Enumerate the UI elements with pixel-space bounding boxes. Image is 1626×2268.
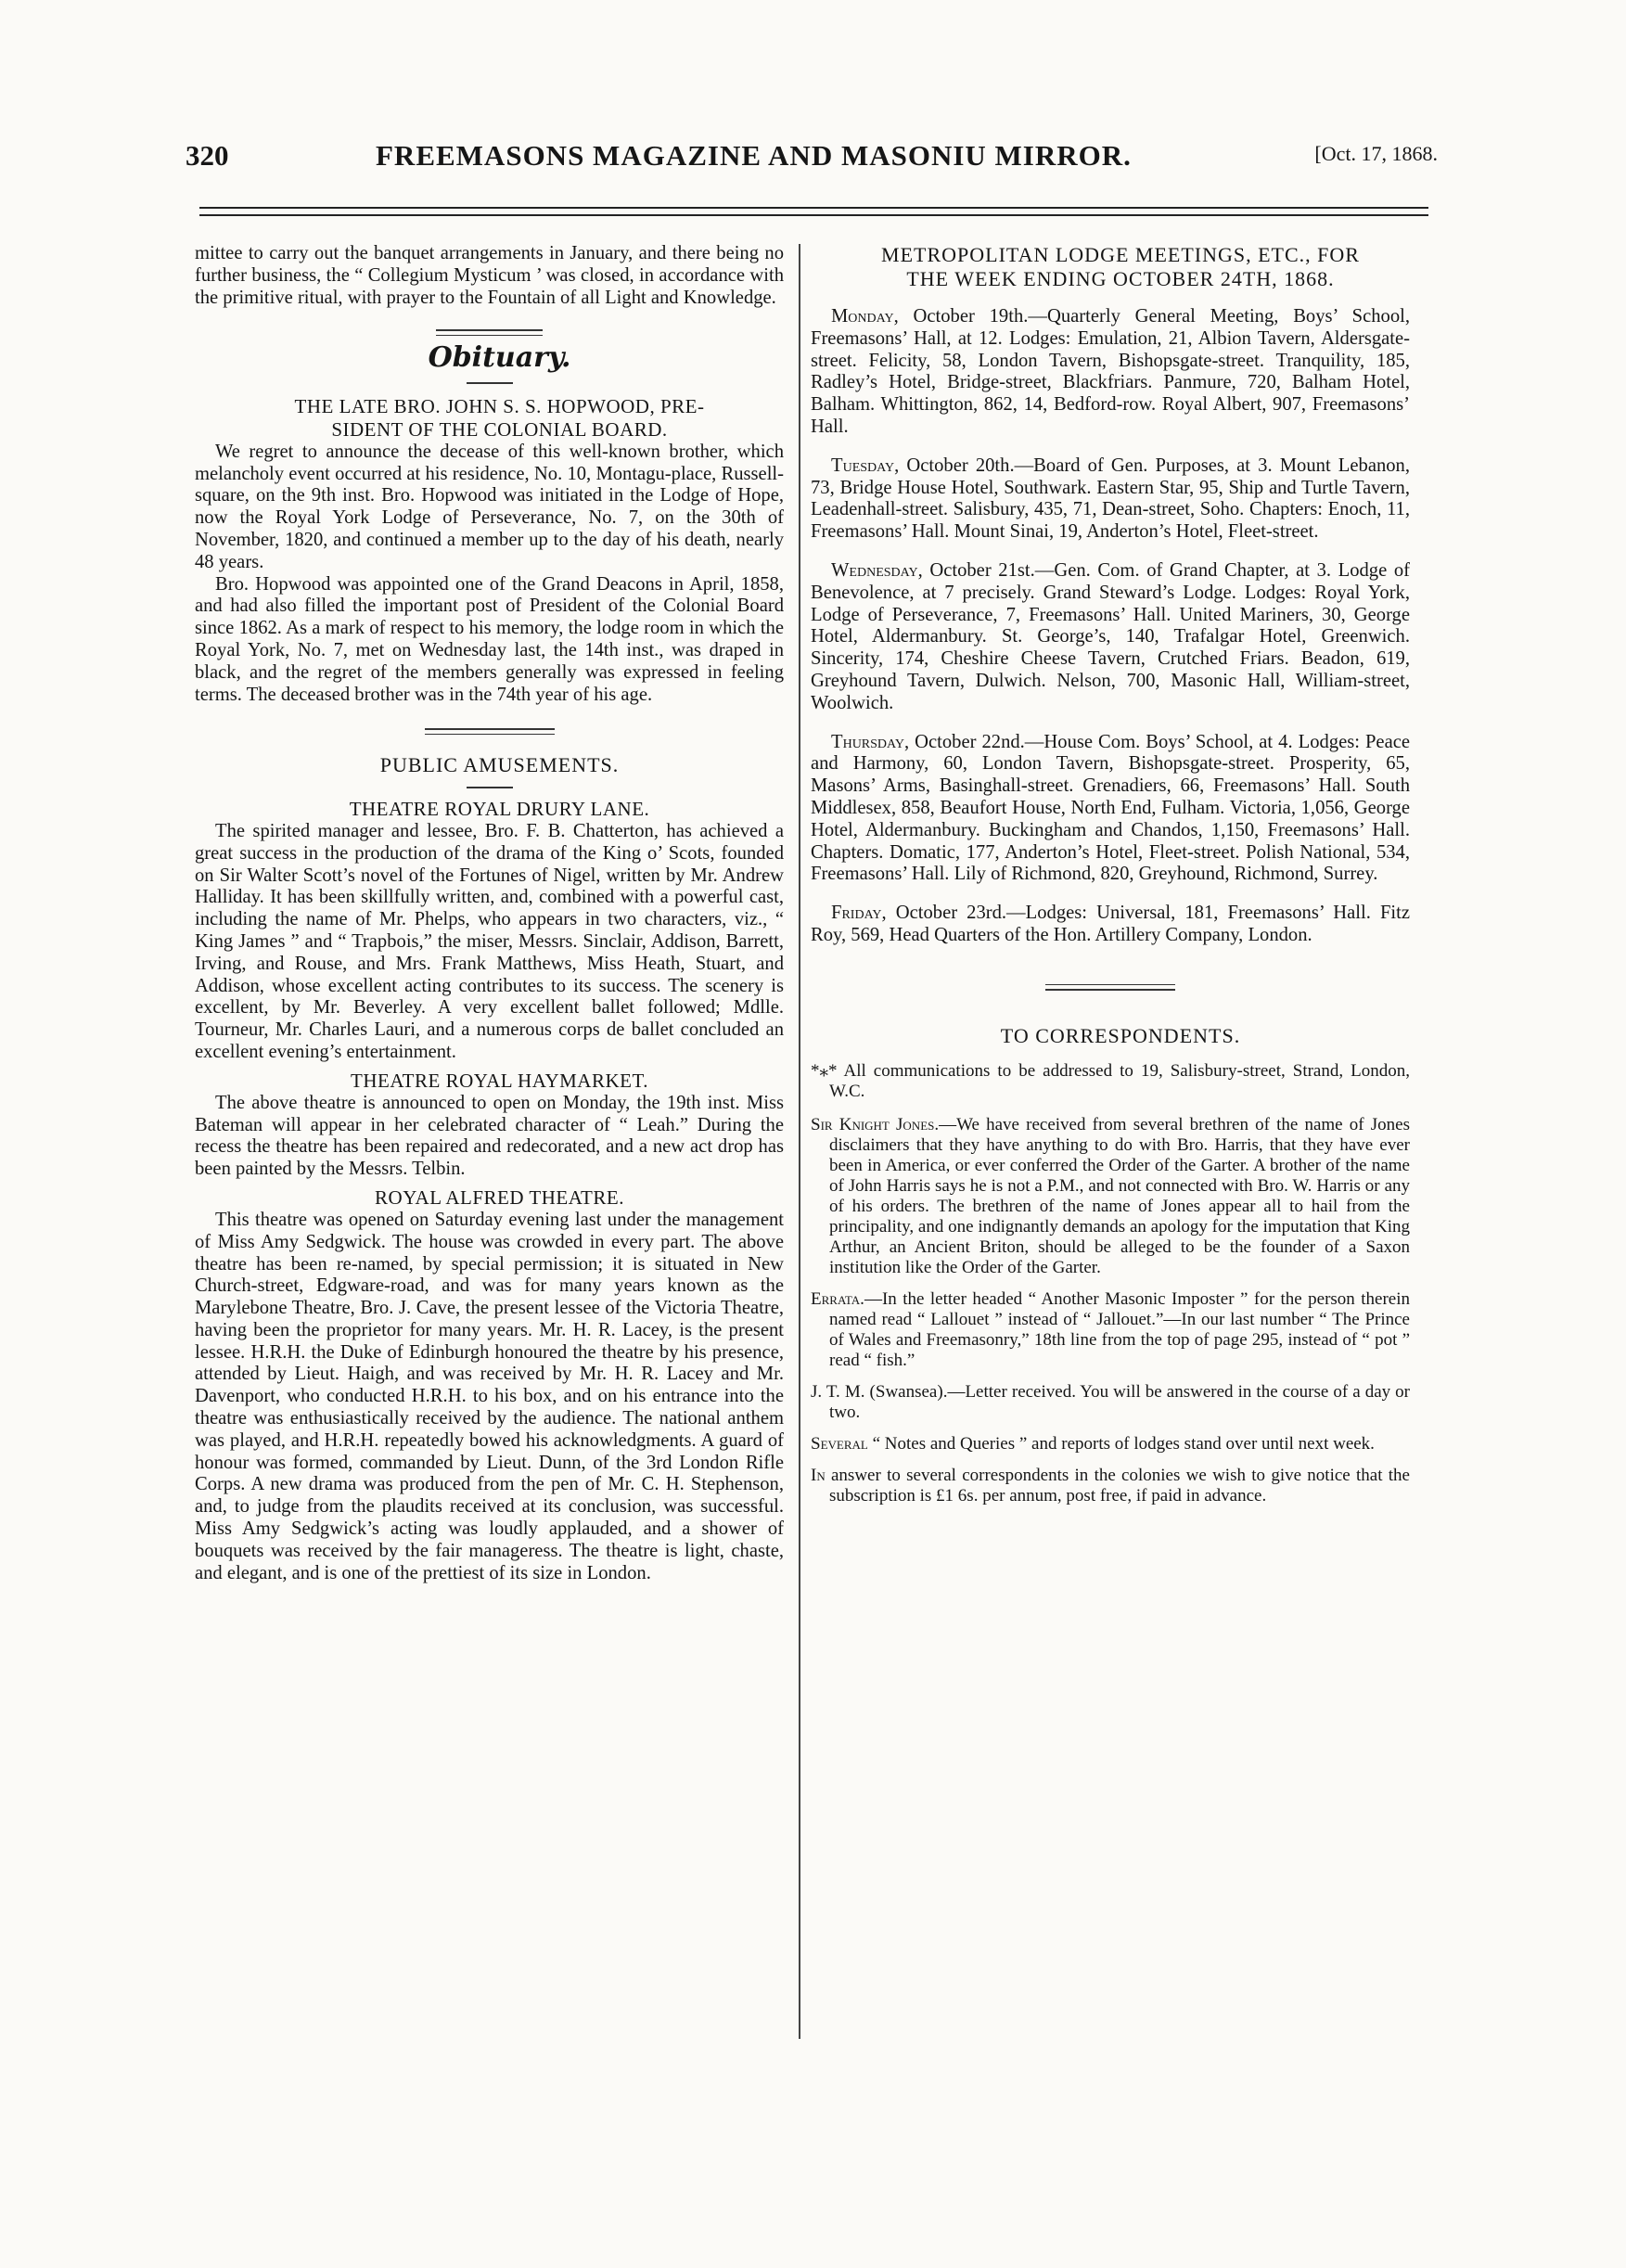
- day-label: Monday,: [831, 306, 899, 327]
- drury-lane-heading: THEATRE ROYAL DRURY LANE.: [349, 797, 650, 820]
- correspondence-lead: Sir Knight Jones.: [811, 1114, 940, 1134]
- obituary-paragraph: We regret to announce the decease of this well-known brother, which melancholy event occurred at his residence, No. 10, Montagu-place, Russell-square, on the 9th inst. Bro. Hopwood was initiated in the Lodge of Hope, now the Royal York Lodge of Perseverance, No. 7, on the 30th of November, 1820, and continued a member up to the day of his death, nearly 48 years.: [195, 441, 784, 572]
- haymarket-heading: THEATRE ROYAL HAYMARKET.: [351, 1069, 648, 1092]
- thursday-entry: [811, 732, 1410, 887]
- section-rule: [1045, 984, 1175, 991]
- correspondence-lead: Errata.: [811, 1288, 864, 1309]
- obituary-paragraph: Bro. Hopwood was appointed one of the Grand Deacons in April, 1858, and had also filled the important post of President of the Colonial Board since 1862. As a mark of respect to his memory, the lodge room in which the Royal York, No. 7, met on Wednesday last, the 14th inst., was draped in black, and the regret of the members generally was expressed in feeling terms. The deceased brother was in the 74th year of his age.: [195, 573, 784, 705]
- day-label: Tuesday,: [831, 455, 900, 476]
- correspondence-lead: J. T. M. (Swansea).: [811, 1381, 948, 1402]
- left-column: [195, 243, 784, 1584]
- monday-entry: [811, 306, 1410, 439]
- amusements-title: PUBLIC AMUSEMENTS.: [379, 753, 620, 777]
- page-header: [186, 139, 1438, 176]
- tuesday-entry: [811, 455, 1410, 544]
- column-divider: [799, 244, 800, 2039]
- day-text: October 22nd.—House Com. Boys’ School, at 4. Lodges: Peace and Harmony, 60, London Tavern, Bishopsgate-street. Prosperity, 65, Masons’ Arms, Basinghall-street. Grenadiers, 66, Freemasons’ Hall. South Middlesex, 858, Beaufort House, North End, Fulham. Victoria, 1,056, George Hotel, Aldermanbury. Buckingham and Chandos, 1,150, Freemasons’ Hall. Chapters. Domatic, 177, Anderton’s Hotel, Fleet-street. Polish National, 534, Freemasons’ Hall. Lily of Richmond, 820, Greyhound, Richmond, Surrey.: [811, 731, 1410, 885]
- intro-paragraph: mittee to carry out the banquet arrangements in January, and there being no further business, the “ Collegium Mysticum ’ was closed, in accordance with the primitive ritual, with prayer to the Fountain of all Light and Knowledge.: [195, 243, 784, 308]
- section-rule: [467, 382, 513, 384]
- correspondence-item: [811, 1434, 1410, 1454]
- section-rule: [425, 728, 555, 735]
- correspondence-text: —In the letter headed “ Another Masonic Imposter ” for the person therein named read “ Lallouet ” instead of “ Jallouet.”—In our last number “ The Prince of Wales and Freemasonry,” 18th line from the top of page 295, instead of “ pot ” read “ fish.”: [829, 1288, 1410, 1370]
- correspondence-lead: In: [811, 1465, 826, 1485]
- wednesday-entry: [811, 560, 1410, 715]
- day-label: Thursday,: [831, 731, 910, 752]
- correspondence-item: [811, 1382, 1410, 1423]
- meetings-title: THE WEEK ENDING OCTOBER 24TH, 1868.: [906, 267, 1335, 290]
- alfred-theatre-paragraph: This theatre was opened on Saturday evening last under the management of Miss Amy Sedgwick. The house was crowded in every part. The above theatre has been re-named, by special permission; it is situated in New Church-street, Edgware-road, and was for many years known as the Marylebone Theatre, Bro. J. Cave, the present lessee of the Victoria Theatre, having been the proprietor for many years. Mr. H. R. Lacey, is the present lessee. H.R.H. the Duke of Edinburgh honoured the theatre by his presence, attended by Lieut. Haigh, and was received by Mr. H. R. Lacey and Mr. Davenport, who conducted H.R.H. to his box, and on his entrance into the theatre was enthusiastically received by the audience. The national anthem was played, and H.R.H. repeatedly bowed his acknowledgments. A guard of honour was formed, commanded by Lieut. Dunn, of the 3rd London Rifle Corps. A new drama was produced from the pen of Mr. C. H. Stephenson, and, to judge from the plaudits received at its conclusion, was successful. Miss Amy Sedgwick’s acting was loudly applauded, and a shower of bouquets was received by the fair manageress. The theatre is light, chaste, and elegant, and is one of the prettiest of its size in London.: [195, 1209, 784, 1583]
- journal-title: FREEMASONS MAGAZINE AND MASONIU MIRROR.: [376, 139, 1132, 172]
- correspondence-lead: Several: [811, 1433, 868, 1454]
- obituary-title: Obituary.: [428, 341, 571, 375]
- day-text: October 23rd.—Lodges: Universal, 181, Freemasons’ Hall. Fitz Roy, 569, Head Quarters of the Hon. Artillery Company, London.: [811, 903, 1410, 945]
- day-text: October 19th.—Quarterly General Meeting, Boys’ School, Freemasons’ Hall, at 12. Lodges: Emulation, 21, Albion Tavern, Aldersgate-street. Felicity, 58, London Tavern, Bishopsgate-street. Tranquility, 185, Radley’s Hotel, Bridge-street, Blackfriars. Panmure, 720, Balham Hotel, Balham. Whittington, 862, 14, Bedford-row. Royal Albert, 907, Freemasons’ Hall.: [811, 306, 1410, 437]
- correspondence-text: “ Notes and Queries ” and reports of lodges stand over until next week.: [867, 1433, 1375, 1454]
- drury-lane-paragraph: The spirited manager and lessee, Bro. F. B. Chatterton, has achieved a great success in the production of the drama of the King o’ Scots, founded on Sir Walter Scott’s novel of the Fortunes of Nigel, written by Mr. Andrew Halliday. It has been skillfully written, and, combined with a powerful cast, including the name of Mr. Phelps, who appears in two characters, viz., “ King James ” and “ Trapbois,” the miser, Messrs. Sinclair, Addison, Barrett, Irving, and Rouse, and Mrs. Frank Matthews, Miss Heath, Stuart, and Addison, whose excellent acting contributes to its success. The scenery is excellent, by Mr. Beverley. A very excellent ballet followed; Mdlle. Tourneur, Mr. Charles Lauri, and a numerous corps de ballet concluded an excellent evening’s entertainment.: [195, 820, 784, 1062]
- obituary-headline: THE LATE BRO. JOHN S. S. HOPWOOD, PRE-: [294, 394, 705, 417]
- alfred-theatre-heading: ROYAL ALFRED THEATRE.: [375, 1185, 624, 1209]
- correspondence-item: [811, 1115, 1410, 1278]
- header-rule: [199, 214, 1428, 216]
- right-column: [811, 243, 1410, 1506]
- correspondence-text: answer to several correspondents in the colonies we wish to give notice that the subscription is £1 6s. per annum, post free, if paid in advance.: [825, 1465, 1410, 1506]
- day-label: Friday,: [831, 903, 887, 924]
- correspondents-title: TO CORRESPONDENTS.: [1000, 1023, 1241, 1047]
- correspondence-item: [811, 1466, 1410, 1506]
- day-label: Wednesday,: [831, 559, 923, 581]
- meetings-title: METROPOLITAN LODGE MEETINGS, ETC., FOR: [881, 243, 1360, 266]
- obituary-headline: SIDENT OF THE COLONIAL BOARD.: [331, 417, 668, 441]
- correspondents-intro: *⁎* All communications to be addressed to 19, Salisbury-street, Strand, London, W.C.: [811, 1060, 1410, 1101]
- day-text: October 20th.—Board of Gen. Purposes, at 3. Mount Lebanon, 73, Bridge House Hotel, Southwark. Eastern Star, 95, Ship and Turtle Tavern, Leadenhall-street. Salisbury, 435, 71, Dean-street, Soho. Chapters: Enoch, 11, Freemasons’ Hall. Mount Sinai, 19, Anderton’s Hotel, Fleet-street.: [811, 455, 1410, 543]
- correspondence-text: —We have received from several brethren of the name of Jones disclaimers that they have anything to do with Bro. Harris, that they have ever been in America, or ever conferred the Order of the Garter. A brother of the name of John Harris says he is not a P.M., and not connected with Bro. W. Harris or any of his orders. The brethren of the name of Jones appear all to hail from the principality, and one indignantly demands an apology for the imputation that King Arthur, an Ancient Briton, should be alleged to be the founder of a Saxon institution like the Order of the Garter.: [829, 1114, 1410, 1277]
- day-text: October 21st.—Gen. Com. of Grand Chapter, at 3. Lodge of Benevolence, at 7 precisely. Grand Steward’s Lodge. Lodges: Royal York, Lodge of Perseverance, 7, Freemasons’ Hall. United Mariners, 30, George Hotel, Aldermanbury. St. George’s, 140, Trafalgar Hotel, Greenwich. Sincerity, 174, Cheshire Cheese Tavern, Crutched Friars. Beadon, 619, Greyhound Tavern, Dulwich. Nelson, 700, Masonic Hall, William-street, Woolwich.: [811, 559, 1410, 713]
- page-number: 320: [186, 139, 229, 172]
- issue-date: [Oct. 17, 1868.: [1314, 142, 1438, 165]
- section-rule: [436, 329, 543, 336]
- header-rule: [199, 207, 1428, 209]
- correspondence-item: [811, 1289, 1410, 1371]
- section-rule: [467, 787, 513, 788]
- friday-entry: [811, 903, 1410, 947]
- correspondence-text: —Letter received. You will be answered in the course of a day or two.: [829, 1381, 1411, 1422]
- haymarket-paragraph: The above theatre is announced to open on Monday, the 19th inst. Miss Bateman will appear in her celebrated character of “ Leah.” During the recess the theatre has been repaired and redecorated, and a new act drop has been painted by the Messrs. Telbin.: [195, 1092, 784, 1180]
